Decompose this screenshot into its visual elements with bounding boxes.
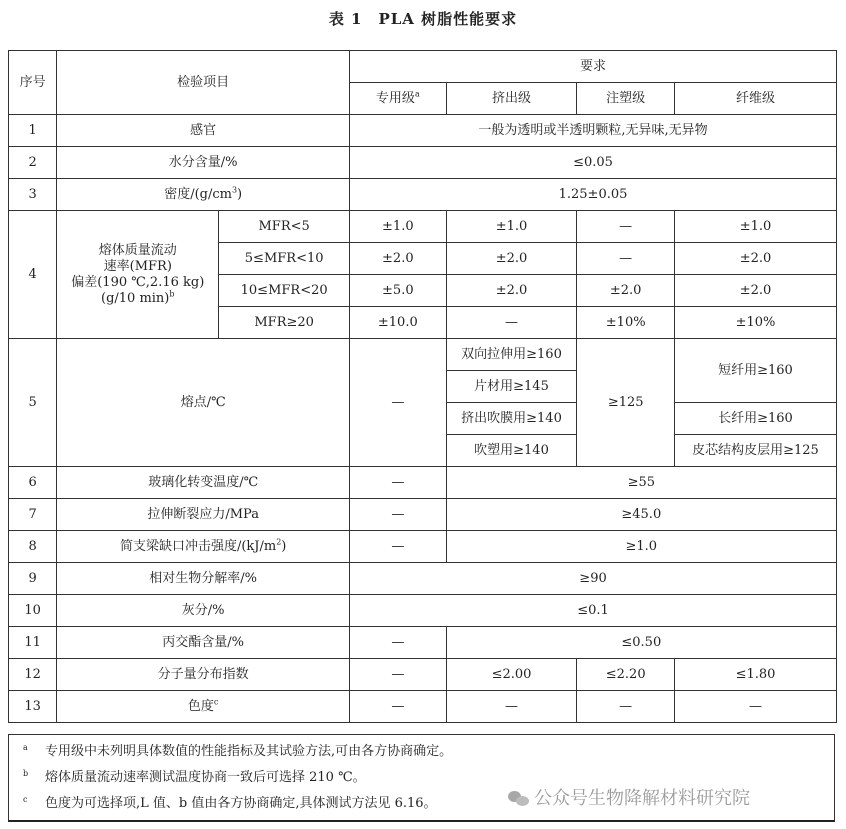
row-number: 5 [9, 339, 57, 467]
row-item: 水分含量/% [57, 147, 350, 179]
cell: ±2.0 [577, 275, 675, 307]
wechat-icon [508, 789, 530, 807]
cell: — [577, 243, 675, 275]
header-grade-special: 专用级$^a$ [350, 83, 447, 115]
row-item: 玻璃化转变温度/℃ [57, 467, 350, 499]
cell: 片材用≥145 [446, 371, 577, 403]
row-number: 1 [9, 115, 57, 147]
note-a: a 专用级中未列明具体数值的性能指标及其试验方法,可由各方协商确定。 [23, 743, 453, 759]
table-row [9, 211, 837, 243]
cell: — [446, 307, 577, 339]
table-row [9, 179, 837, 211]
cell: — [446, 691, 577, 723]
cell: ±2.0 [350, 243, 447, 275]
cell: — [350, 467, 447, 499]
table-row [9, 339, 837, 371]
cell: 双向拉伸用≥160 [446, 339, 577, 371]
pla-spec-table [8, 50, 837, 723]
cell: 短纤用≥160 [674, 339, 836, 403]
cell: — [350, 531, 447, 563]
row-number: 11 [9, 627, 57, 659]
row-value: ≤0.05 [350, 147, 837, 179]
row-item: 灰分/% [57, 595, 350, 627]
cell: ±1.0 [674, 211, 836, 243]
cell: ±2.0 [446, 275, 577, 307]
row-item: 色度$^c$ [57, 691, 350, 723]
row-number: 10 [9, 595, 57, 627]
header-grade-fiber: 纤维级 [674, 83, 836, 115]
table-row [9, 563, 837, 595]
watermark: 公众号生物降解材料研究院 [508, 784, 750, 810]
cell: ≥125 [577, 339, 675, 467]
table-row [9, 659, 837, 691]
mfr-sub-label: MFR≥20 [219, 307, 350, 339]
cell: 皮芯结构皮层用≥125 [674, 435, 836, 467]
table-row [9, 147, 837, 179]
row-number: 8 [9, 531, 57, 563]
header-seq: 序号 [9, 51, 57, 115]
row-value: ≥55 [446, 467, 836, 499]
table-row [9, 595, 837, 627]
cell: — [577, 691, 675, 723]
row-number: 9 [9, 563, 57, 595]
cell: ±1.0 [446, 211, 577, 243]
row-value: ≥45.0 [446, 499, 836, 531]
row-item: 丙交酯含量/% [57, 627, 350, 659]
row-number: 2 [9, 147, 57, 179]
row-item: 分子量分布指数 [57, 659, 350, 691]
cell: 挤出吹膜用≥140 [446, 403, 577, 435]
header-requirement: 要求 [350, 51, 837, 83]
table-row [9, 499, 837, 531]
table-row [9, 115, 837, 147]
header-grade-injection: 注塑级 [577, 83, 675, 115]
row-item: 简支梁缺口冲击强度/(kJ/m$^2$) [57, 531, 350, 563]
cell: ≤2.00 [446, 659, 577, 691]
cell: ±2.0 [674, 275, 836, 307]
row-item: 熔点/℃ [57, 339, 350, 467]
row-item: 拉伸断裂应力/MPa [57, 499, 350, 531]
cell: — [674, 691, 836, 723]
header-grade-extrusion: 挤出级 [446, 83, 577, 115]
header-item: 检验项目 [57, 51, 350, 115]
note-c: c 色度为可选择项,L 值、b 值由各方协商确定,具体测试方法见 6.16。 [23, 795, 437, 811]
cell: — [350, 691, 447, 723]
row-number: 3 [9, 179, 57, 211]
mfr-sub-label: 5≤MFR<10 [219, 243, 350, 275]
table-row [9, 531, 837, 563]
row-value: 一般为透明或半透明颗粒,无异味,无异物 [350, 115, 837, 147]
cell: ≤1.80 [674, 659, 836, 691]
cell: 长纤用≥160 [674, 403, 836, 435]
note-b: b 熔体质量流动速率测试温度协商一致后可选择 210 ℃。 [23, 769, 366, 785]
cell: ±10.0 [350, 307, 447, 339]
row-value: ≤0.50 [446, 627, 836, 659]
row-value: ≤0.1 [350, 595, 837, 627]
row-item: 感官 [57, 115, 350, 147]
cell: ±2.0 [674, 243, 836, 275]
cell: ±1.0 [350, 211, 447, 243]
cell: ≤2.20 [577, 659, 675, 691]
row-item: 密度/(g/cm$^3$) [57, 179, 350, 211]
row-number: 13 [9, 691, 57, 723]
row-item: 相对生物分解率/% [57, 563, 350, 595]
row-value: 1.25±0.05 [350, 179, 837, 211]
row-number: 7 [9, 499, 57, 531]
cell: — [350, 659, 447, 691]
cell: — [350, 627, 447, 659]
cell: — [350, 339, 447, 467]
cell: 吹塑用≥140 [446, 435, 577, 467]
table-title: 表 1 PLA 树脂性能要求 [328, 10, 518, 28]
cell: ±2.0 [446, 243, 577, 275]
row-number: 12 [9, 659, 57, 691]
mfr-item: 熔体质量流动 速率(MFR) 偏差(190 ℃,2.16 kg) (g/10 min)$^b$ [57, 211, 219, 339]
cell: ±5.0 [350, 275, 447, 307]
cell: — [577, 211, 675, 243]
row-number: 4 [9, 211, 57, 339]
cell: ±10% [577, 307, 675, 339]
mfr-sub-label: MFR<5 [219, 211, 350, 243]
cell: — [350, 499, 447, 531]
row-value: ≥1.0 [446, 531, 836, 563]
row-number: 6 [9, 467, 57, 499]
row-value: ≥90 [350, 563, 837, 595]
cell: ±10% [674, 307, 836, 339]
table-row [9, 691, 837, 723]
table-row [9, 627, 837, 659]
mfr-sub-label: 10≤MFR<20 [219, 275, 350, 307]
table-row [9, 467, 837, 499]
